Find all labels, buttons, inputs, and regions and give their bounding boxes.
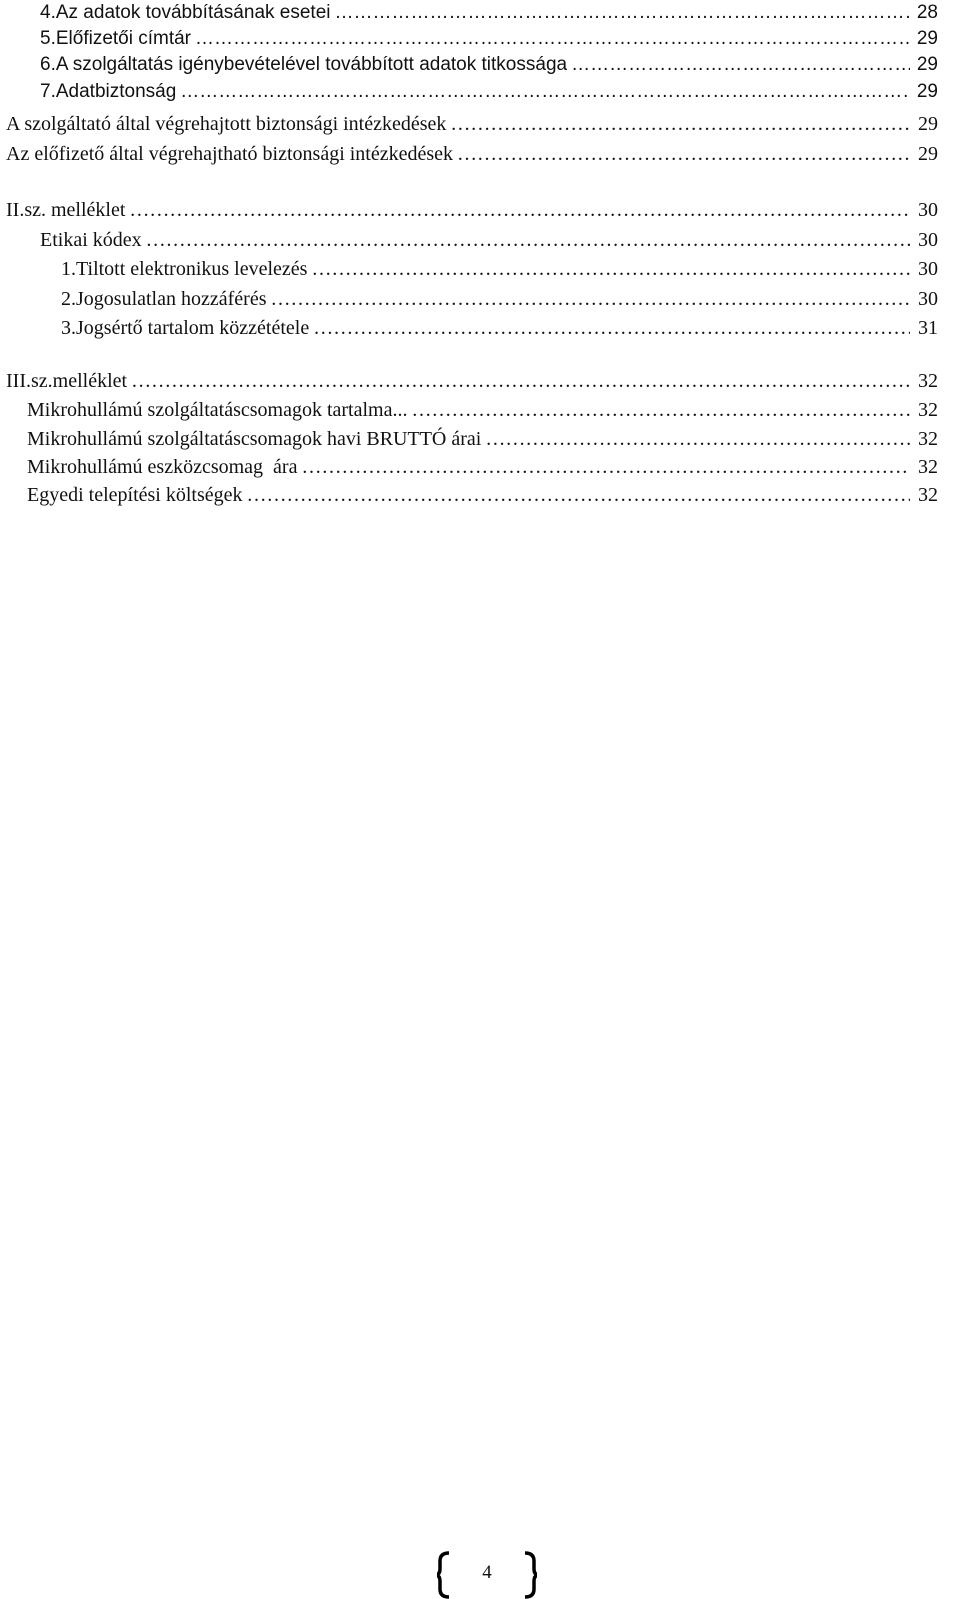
toc-entry[interactable]	[27, 397, 938, 423]
toc-entry-title: Az előfizető által végrehajtható biztonsági intézkedések	[6, 143, 454, 165]
toc-leader-dots	[180, 79, 910, 105]
toc-entry-number: 7.	[40, 81, 56, 102]
toc-leader-dots	[301, 454, 910, 480]
toc-leader-dots	[411, 397, 910, 423]
toc-leader-dots	[311, 256, 910, 282]
toc-entry-page: 32	[918, 456, 938, 478]
toc-leader-dots	[247, 482, 911, 508]
toc-entry-page: 30	[918, 199, 938, 221]
toc-entry-page: 28	[916, 2, 938, 23]
toc-entry[interactable]	[27, 482, 938, 508]
toc-leader-dots	[450, 111, 910, 137]
page-number: 4	[482, 1562, 492, 1583]
toc-entry-page: 32	[918, 370, 938, 392]
toc-leader-dots	[457, 141, 910, 167]
toc-entry[interactable]	[6, 197, 938, 223]
toc-entry-title: A szolgáltató által végrehajtott biztonsági intézkedések	[6, 113, 447, 135]
toc-entry-number: 5.	[40, 28, 56, 49]
toc-entry-title: Etikai kódex	[40, 229, 142, 251]
toc-entry-title: Jogosulatlan hozzáférés	[76, 288, 267, 310]
toc-leader-dots	[146, 227, 910, 253]
toc-entry-page: 32	[918, 484, 938, 506]
toc-entry[interactable]	[6, 141, 938, 167]
toc-leader-dots	[313, 315, 910, 341]
toc-entry-page: 29	[918, 113, 938, 135]
page-footer	[437, 1551, 537, 1599]
toc-entry[interactable]	[40, 79, 938, 105]
toc-entry-title: Egyedi telepítési költségek	[27, 484, 243, 506]
toc-entry[interactable]	[40, 52, 938, 78]
toc-entry-page: 29	[916, 28, 938, 49]
toc-entry-number: 2.	[61, 288, 76, 310]
toc-entry[interactable]	[40, 227, 938, 253]
toc-entry-page: 30	[918, 229, 938, 251]
toc-entry-page: 32	[918, 399, 938, 421]
toc-entry-title: Mikrohullámú eszközcsomag ára	[27, 456, 298, 478]
toc-entry-page: 30	[918, 288, 938, 310]
toc-entry[interactable]	[6, 368, 938, 394]
toc-entry[interactable]	[6, 111, 938, 137]
toc-entry[interactable]	[61, 315, 938, 341]
toc-entry-title: II.sz. melléklet	[6, 199, 126, 221]
toc-leader-dots	[195, 26, 910, 52]
toc-entry-title: Az adatok továbbításának esetei	[55, 2, 331, 23]
toc-entry-page: 29	[916, 54, 938, 75]
toc-entry-title: Mikrohullámú szolgáltatáscsomagok havi BRUTTÓ árai	[27, 428, 482, 450]
toc-entry-title: A szolgáltatás igénybevételével továbbított adatok titkossága	[55, 54, 568, 75]
toc-entry-title: Tiltott elektronikus levelezés	[76, 258, 308, 280]
toc-entry-number: 1.	[61, 258, 76, 280]
toc-entry-page: 31	[918, 317, 938, 339]
toc-entry-title: Adatbiztonság	[55, 81, 177, 102]
toc-leader-dots	[131, 368, 910, 394]
toc-entry-page: 29	[916, 81, 938, 102]
toc-entry[interactable]	[61, 256, 938, 282]
toc-entry[interactable]	[40, 0, 938, 26]
toc-entry[interactable]	[27, 454, 938, 480]
toc-entry-page: 29	[918, 143, 938, 165]
toc-leader-dots	[270, 286, 910, 312]
toc-leader-dots	[129, 197, 910, 223]
toc-entry-title: Jogsértő tartalom közzététele	[76, 317, 310, 339]
toc-entry-page: 30	[918, 258, 938, 280]
toc-entry-page: 32	[918, 428, 938, 450]
toc-entry[interactable]	[61, 286, 938, 312]
toc-entry-number: 6.	[40, 54, 56, 75]
toc-entry-title: III.sz.melléklet	[6, 370, 128, 392]
toc-entry-title: Előfizetői címtár	[55, 28, 192, 49]
toc-entry-number: 4.	[40, 2, 56, 23]
toc-leader-dots	[335, 0, 911, 26]
toc-leader-dots	[485, 426, 910, 452]
toc-entry-number: 3.	[61, 317, 76, 339]
toc-entry[interactable]	[27, 426, 938, 452]
toc-entry-title: Mikrohullámú szolgáltatáscsomagok tartalma...	[27, 399, 408, 421]
toc-leader-dots	[571, 52, 910, 78]
toc-entry[interactable]	[40, 26, 938, 52]
